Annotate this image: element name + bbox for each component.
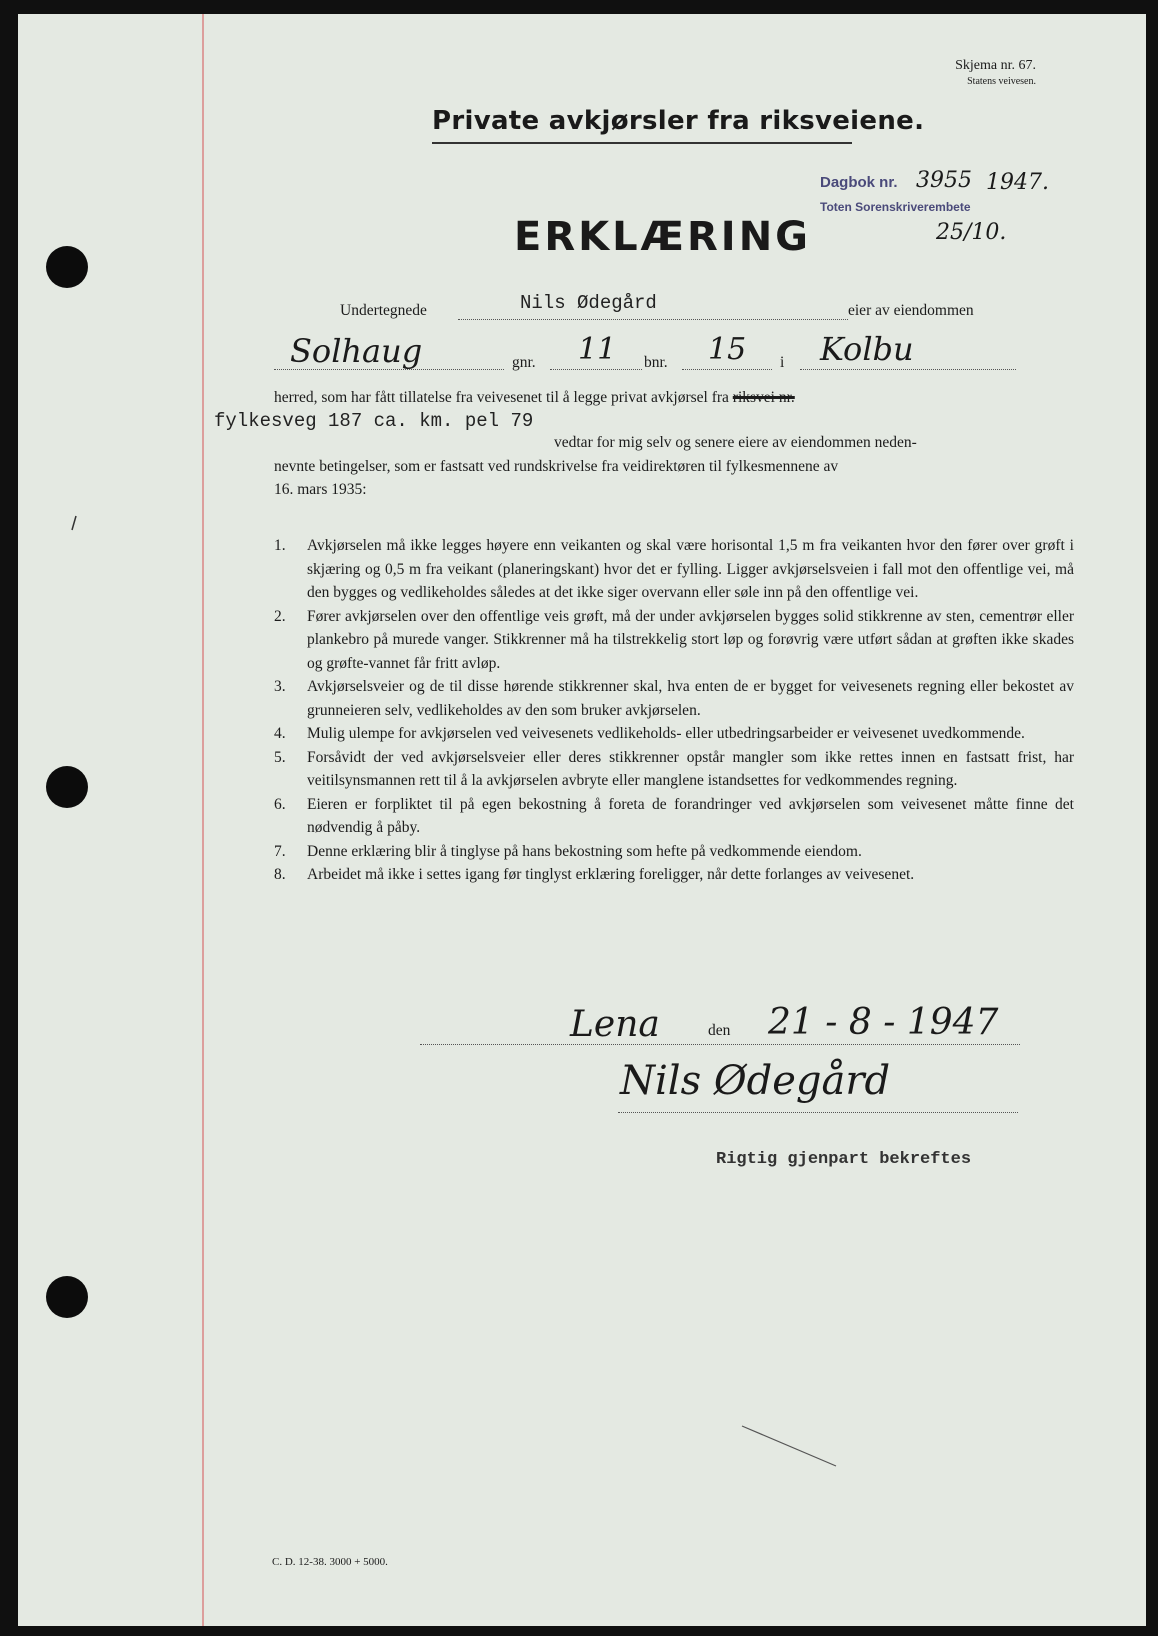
condition-number: 1. — [274, 537, 286, 554]
i-label: i — [780, 354, 785, 371]
declaration-line6: 16. mars 1935: — [274, 481, 367, 498]
condition-item — [274, 840, 1074, 864]
condition-number: 8. — [274, 866, 286, 883]
undersigned-dotline — [458, 319, 848, 320]
punch-hole — [46, 1276, 88, 1318]
document-subtitle: Private avkjørsler fra riksveiene. — [432, 106, 925, 136]
struck-text: riksvei nr. — [732, 389, 795, 406]
condition-number: 2. — [274, 607, 286, 625]
road-value: fylkesveg 187 ca. km. pel 79 — [214, 410, 534, 432]
conditions-list — [274, 534, 1074, 887]
condition-item — [274, 605, 1074, 676]
property-dotline — [274, 369, 504, 370]
municipality-dotline — [800, 369, 1016, 370]
bnr-label: bnr. — [644, 354, 668, 371]
declaration-line3 — [274, 389, 795, 407]
stamp-office: Toten Sorenskriverembete — [820, 200, 971, 214]
gnr-value: 11 — [578, 332, 617, 367]
condition-item — [274, 722, 1074, 746]
form-identifier — [955, 58, 1036, 90]
condition-number: 4. — [274, 725, 286, 742]
condition-item — [274, 793, 1074, 840]
document-page — [18, 14, 1146, 1626]
stamp-label: Dagbok nr. — [820, 174, 898, 191]
property-value: Solhaug — [290, 332, 423, 370]
condition-text: Avkjørselsveier og de til disse hørende stikkrenner skal, hva enten de er bygget for veivesenets regning eller bekostet av grunneieren selv, vedlikeholdes av den som bruker avkjørselen. — [307, 678, 1074, 719]
signature-name: Nils Ødegård — [620, 1058, 891, 1104]
margin-rule — [202, 14, 204, 1626]
condition-text: Denne erklæring blir å tinglyse på hans bekostning som hefte på vedkommende eiendom. — [307, 842, 862, 860]
ink-tick-mark — [68, 514, 80, 534]
stamp-year: 1947. — [986, 170, 1049, 195]
declaration-line3-text: herred, som har fått tillatelse fra veivesenet til å legge privat avkjørsel fra — [274, 389, 729, 406]
condition-number: 7. — [274, 842, 286, 860]
print-footer: C. D. 12-38. 3000 + 5000. — [272, 1556, 388, 1568]
stamp-number: 3955 — [916, 168, 972, 193]
owner-label: eier av eiendommen — [848, 302, 974, 319]
condition-item — [274, 746, 1074, 793]
stamp-date: 25/10. — [936, 220, 1007, 245]
registration-stamp-line1 — [820, 174, 898, 191]
undersigned-label: Undertegnede — [340, 302, 427, 319]
condition-item — [274, 675, 1074, 722]
gnr-label: gnr. — [512, 354, 536, 371]
form-number: Skjema nr. 67. — [955, 58, 1036, 73]
document-title: ERKLÆRING — [514, 214, 811, 260]
signature-place: Lena — [570, 1004, 660, 1045]
punch-hole — [46, 246, 88, 288]
form-issuer: Statens veivesen. — [967, 76, 1036, 87]
signature-den-label: den — [708, 1022, 731, 1039]
pen-stroke-mark — [740, 1422, 840, 1472]
condition-text: Fører avkjørselen over den offentlige veis grøft, må der under avkjørselen bygges solid stikkrenne av sten, cementrør eller plankebro på murede vanger. Stikkrenner må ha tilstrekkelig stort løp og forøvrig være utført sådan at grøften ikke skades og grøfte-vannet får fritt avløp. — [307, 607, 1074, 672]
condition-text: Avkjørselen må ikke legges høyere enn veikanten og skal være horisontal 1,5 m fra veikanten hvor den fører over grøft i skjæring og 0,5 m fra veikant (planeringskant) hvor det er fylling. Ligger avkjørselsveien i fall mot den offentlige vei, må den bygges og vedlikeholdes således at det ikke siger overvann eller søle inn på den offentlige vei. — [307, 537, 1074, 601]
declaration-line5: nevnte betingelser, som er fastsatt ved rundskrivelse fra veidirektøren til fylkesmennene av — [274, 458, 839, 475]
bnr-dotline — [682, 369, 772, 370]
condition-number: 5. — [274, 748, 286, 766]
signature-date: 21 - 8 - 1947 — [768, 1002, 999, 1043]
condition-number: 3. — [274, 678, 286, 695]
condition-text: Eieren er forpliktet til på egen bekostning å foreta de forandringer ved avkjørselen som veivesenet måtte finne det nødvendig å påby. — [307, 795, 1074, 836]
subtitle-underline — [432, 142, 852, 144]
condition-text: Mulig ulempe for avkjørselen ved veivesenets vedlikeholds- eller utbedringsarbeider er veivesenet uvedkommende. — [307, 725, 1025, 742]
declaration-line4: vedtar for mig selv og senere eiere av eiendommen neden- — [554, 434, 917, 451]
municipality-value: Kolbu — [820, 330, 914, 368]
undersigned-value: Nils Ødegård — [520, 292, 657, 314]
gnr-dotline — [550, 369, 642, 370]
certification-stamp: Rigtig gjenpart bekreftes — [716, 1150, 972, 1169]
date-dotline — [420, 1044, 1020, 1045]
condition-text: Forsåvidt der ved avkjørselsveier eller deres stikkrenner opstår mangler som ikke rettes innen en fastsatt frist, har veitilsynsmannen rett til å la avkjørselen avbryte eller manglene istandsettes for vedkommendes regning. — [307, 748, 1074, 789]
condition-number: 6. — [274, 795, 286, 813]
condition-text: Arbeidet må ikke i settes igang før tinglyst erklæring foreligger, når dette forlanges av veivesenet. — [307, 866, 915, 883]
condition-item — [274, 863, 1074, 887]
bnr-value: 15 — [708, 332, 747, 367]
condition-item — [274, 534, 1074, 605]
signature-dotline — [618, 1112, 1018, 1113]
punch-hole — [46, 766, 88, 808]
